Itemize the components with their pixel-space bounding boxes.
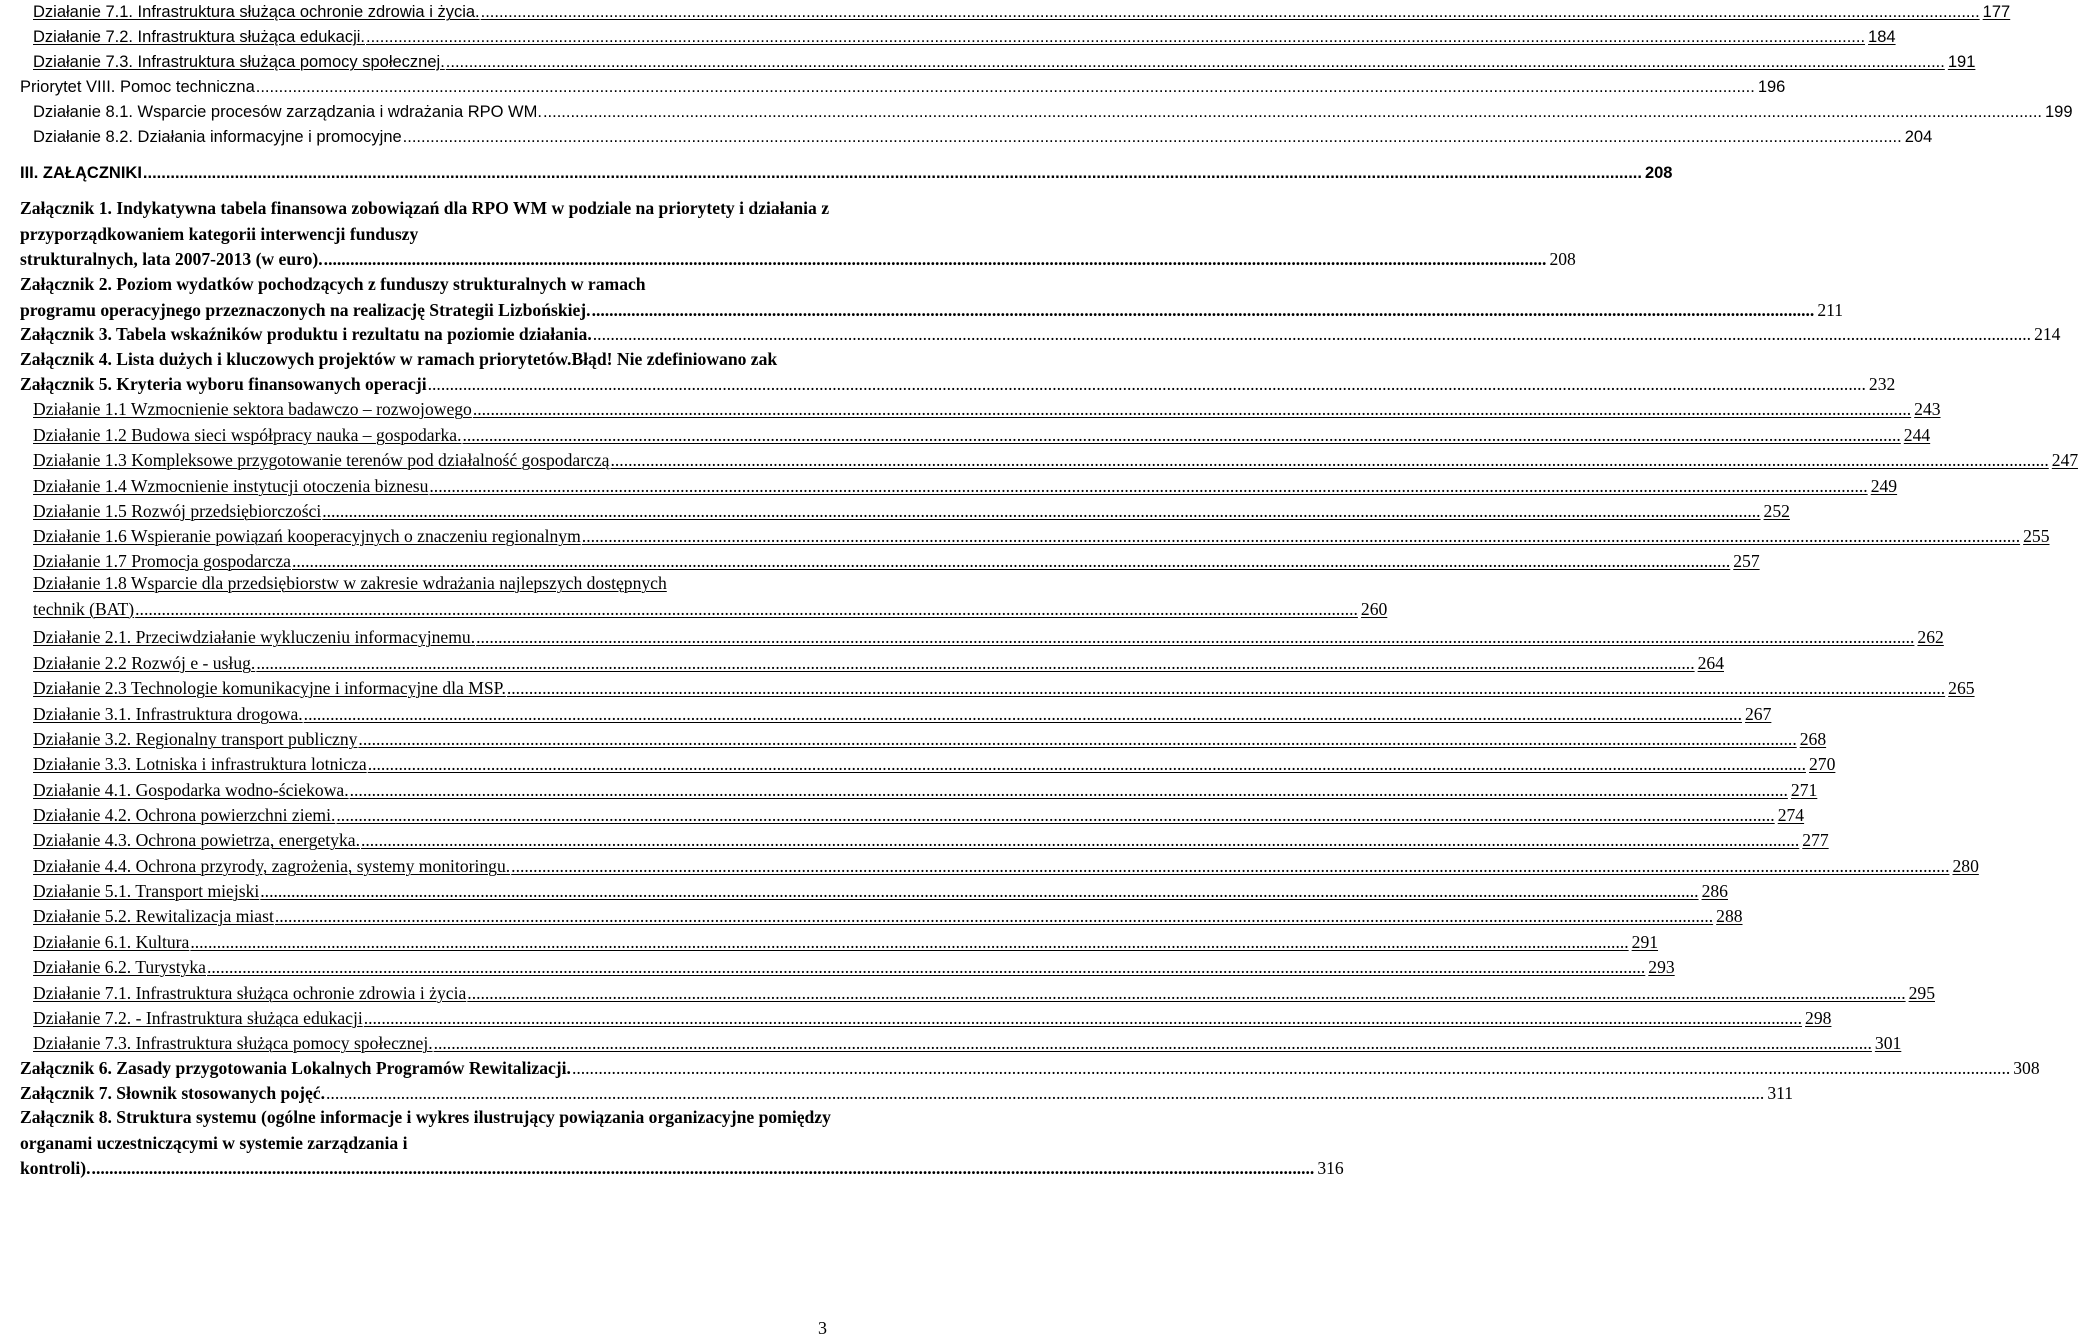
toc-entry-page: 274 <box>1777 805 1805 825</box>
toc-entry-page: 277 <box>1802 830 1829 850</box>
toc-entry[interactable] <box>33 653 1724 673</box>
toc-section-page: 208 <box>1644 164 1673 182</box>
toc-entry-title: Działanie 3.3. Lotniska i infrastruktura lotnicza <box>33 754 367 774</box>
toc-entry-title: Działanie 8.2. Działania informacyjne i promocyjne <box>33 128 402 146</box>
toc-entry-page: 295 <box>1908 983 1935 1003</box>
annex-text: Zasady przygotowania Lokalnych Programów Rewitalizacji. <box>116 1058 571 1078</box>
toc-annex-5[interactable] <box>20 374 1896 394</box>
toc-entry[interactable] <box>33 551 1760 571</box>
leader-dots <box>190 932 1628 952</box>
toc-entry[interactable] <box>20 77 1786 97</box>
leader-dots <box>446 52 1945 72</box>
toc-entry-title: Działanie 7.3. Infrastruktura służąca pomocy społecznej. <box>33 1033 433 1053</box>
leader-dots <box>364 1008 1802 1028</box>
toc-entry-title: Działanie 3.2. Regionalny transport publiczny <box>33 729 358 749</box>
toc-entry[interactable] <box>33 450 2078 470</box>
annex-label: Załącznik 1. <box>20 198 112 218</box>
toc-entry-page: 249 <box>1870 476 1898 496</box>
leader-dots <box>368 754 1806 774</box>
toc-annex-3[interactable] <box>20 324 2061 344</box>
toc-entry-title: Działanie 7.3. Infrastruktura służąca pomocy społecznej. <box>33 53 445 71</box>
leader-dots <box>582 526 2020 546</box>
toc-entry-page: 288 <box>1716 906 1743 926</box>
toc-annex-2[interactable] <box>20 272 1844 323</box>
toc-entry[interactable] <box>33 52 1976 72</box>
toc-entry[interactable] <box>33 102 2073 122</box>
leader-dots <box>593 324 2031 344</box>
toc-entry-page: 260 <box>1360 598 1388 619</box>
toc-entry-page: 247 <box>2051 450 2078 470</box>
toc-entry[interactable] <box>33 399 1941 419</box>
leader-dots <box>135 597 1358 623</box>
toc-entry-title: Działanie 4.2. Ochrona powierzchni ziemi. <box>33 805 336 825</box>
leader-dots <box>467 983 1905 1003</box>
toc-entry-page: 271 <box>1790 780 1818 800</box>
toc-entry[interactable] <box>33 830 1829 850</box>
leader-dots <box>429 476 1867 496</box>
toc-entry-title: Działanie 4.1. Gospodarka wodno-ściekowa. <box>33 780 349 800</box>
toc-entry-title: Działanie 7.2. Infrastruktura służąca edukacji. <box>33 28 365 46</box>
toc-entry-page: 199 <box>2045 103 2073 121</box>
leader-dots <box>260 881 1698 901</box>
leader-dots <box>256 653 1694 673</box>
toc-entry[interactable] <box>33 780 1818 800</box>
leader-dots <box>304 704 1742 724</box>
leader-dots <box>481 2 1980 22</box>
toc-entry-page: 298 <box>1805 1008 1832 1028</box>
toc-entry[interactable] <box>33 1033 1902 1053</box>
annex-page: 316 <box>1317 1158 1344 1178</box>
annex-text-tail: programu operacyjnego przeznaczonych na realizację Strategii Lizbońskiej. <box>20 299 591 320</box>
toc-entry-title: Działanie 1.2 Budowa sieci współpracy nauka – gospodarka. <box>33 425 462 445</box>
toc-annex-4[interactable] <box>20 349 960 369</box>
leader-dots <box>275 906 1713 926</box>
annex-label: Załącznik 3. <box>20 324 112 344</box>
page-number: 3 <box>818 1318 827 1338</box>
leader-dots <box>592 298 1815 324</box>
leader-dots <box>292 551 1730 571</box>
toc-entry-page: 264 <box>1697 653 1724 673</box>
toc-entry[interactable] <box>33 1008 1832 1028</box>
toc-entry-page: 255 <box>2023 526 2050 546</box>
toc-entry-page: 177 <box>1982 3 2011 21</box>
annex-text: Tabela wskaźników produktu i rezultatu na poziomie działania. <box>115 324 592 344</box>
toc-entry[interactable] <box>33 729 1827 749</box>
toc-entry[interactable] <box>33 425 1931 445</box>
toc-entry-title: Działanie 2.2 Rozwój e - usług. <box>33 653 256 673</box>
annex-label: Załącznik 5. <box>20 374 112 394</box>
toc-entry-1-8[interactable] <box>33 571 1388 622</box>
toc-entry-page: 257 <box>1733 551 1760 571</box>
annex-label: Załącznik 6. <box>20 1058 112 1078</box>
toc-entry-page: 301 <box>1874 1033 1902 1053</box>
annex-page: 208 <box>1549 249 1576 269</box>
leader-dots <box>92 1156 1315 1182</box>
toc-entry[interactable] <box>33 627 1944 647</box>
leader-dots <box>511 856 1949 876</box>
toc-entry-title: Działanie 5.1. Transport miejski <box>33 881 260 901</box>
toc-entry-title: Działanie 2.1. Przeciwdziałanie wykluczeniu informacyjnemu. <box>33 627 476 647</box>
annex-label: Załącznik 8. <box>20 1107 112 1127</box>
toc-section-heading[interactable] <box>20 163 1673 183</box>
toc-entry-title: Działanie 1.3 Kompleksowe przygotowanie terenów pod działalność gospodarczą <box>33 450 610 470</box>
toc-entry-title: Działanie 6.2. Turystyka <box>33 957 206 977</box>
annex-text: Struktura systemu (ogólne informacje i wykres ilustrujący powiązania organizacyjne pomiędzy organami uczestniczącymi w systemie zarządzania i <box>20 1107 831 1153</box>
toc-entry-page: 270 <box>1808 754 1836 774</box>
leader-dots <box>207 957 1645 977</box>
toc-entry-title: Działanie 1.4 Wzmocnienie instytucji otoczenia biznesu <box>33 476 429 496</box>
toc-entry-page: 265 <box>1948 678 1975 698</box>
annex-page: 214 <box>2034 324 2061 344</box>
leader-dots <box>543 102 2042 122</box>
toc-entry-title: Priorytet VIII. Pomoc techniczna <box>20 78 255 96</box>
toc-annex-7[interactable] <box>20 1083 1794 1103</box>
toc-entry[interactable] <box>33 932 1659 952</box>
toc-entry-page: 191 <box>1947 53 1976 71</box>
toc-entry-page: 291 <box>1631 932 1659 952</box>
toc-entry-title: Działanie 1.6 Wspieranie powiązań kooperacyjnych o znaczeniu regionalnym <box>33 526 581 546</box>
toc-annex-8[interactable] <box>20 1105 1344 1182</box>
toc-entry-page: 262 <box>1917 627 1944 647</box>
toc-entry-title: Działanie 1.1 Wzmocnienie sektora badawczo – rozwojowego <box>33 399 472 419</box>
annex-text: Kryteria wyboru finansowanych operacji <box>116 374 427 394</box>
toc-annex-6[interactable] <box>20 1058 2040 1078</box>
toc-entry-title: Działanie 4.3. Ochrona powietrza, energetyka. <box>33 830 360 850</box>
annex-error: Błąd! Nie zdefiniowano zak <box>571 349 778 369</box>
annex-text: Poziom wydatków pochodzących z funduszy strukturalnych w ramach <box>116 274 646 294</box>
toc-entry-title: Działanie 1.7 Promocja gospodarcza <box>33 551 291 571</box>
leader-dots <box>326 1083 1764 1103</box>
toc-entry[interactable] <box>33 754 1836 774</box>
toc-entry[interactable] <box>33 805 1805 825</box>
toc-entry[interactable] <box>33 704 1772 724</box>
annex-text-tail: strukturalnych, lata 2007-2013 (w euro). <box>20 249 323 269</box>
toc-entry[interactable] <box>33 27 1896 47</box>
toc-section-title: III. ZAŁĄCZNIKI <box>20 164 142 182</box>
leader-dots <box>507 678 1945 698</box>
toc-entry[interactable] <box>33 957 1675 977</box>
toc-entry-page: 184 <box>1868 28 1896 46</box>
toc-entry[interactable] <box>33 501 1790 521</box>
leader-dots <box>462 425 1900 445</box>
leader-dots <box>358 729 1796 749</box>
annex-text: Indykatywna tabela finansowa zobowiązań dla RPO WM w podziale na priorytety i działania z przyporządkowaniem kategorii interwencji funduszy <box>20 198 830 244</box>
toc-entry-page: 244 <box>1903 425 1931 445</box>
leader-dots <box>366 27 1865 47</box>
annex-label: Załącznik 4. <box>20 349 112 369</box>
toc-entry[interactable] <box>33 476 1898 496</box>
toc-entry-title: Działanie 7.2. - Infrastruktura służąca edukacji <box>33 1008 363 1028</box>
leader-dots <box>324 247 1547 273</box>
leader-dots <box>143 163 1642 183</box>
toc-entry-page: 268 <box>1799 729 1827 749</box>
leader-dots <box>434 1033 1872 1053</box>
leader-dots <box>256 77 1755 97</box>
leader-dots <box>476 627 1914 647</box>
annex-label: Załącznik 2. <box>20 274 112 294</box>
leader-dots <box>473 399 1911 419</box>
annex-page: 232 <box>1868 374 1896 394</box>
toc-entry-title: Działanie 5.2. Rewitalizacja miast <box>33 906 274 926</box>
toc-entry-page: 243 <box>1914 399 1941 419</box>
leader-dots <box>403 127 1902 147</box>
leader-dots <box>361 830 1799 850</box>
toc-annex-1[interactable] <box>20 196 1576 273</box>
annex-text: Słownik stosowanych pojęć. <box>116 1083 326 1103</box>
leader-dots <box>322 501 1760 521</box>
toc-entry-title: Działanie 7.1. Infrastruktura służąca ochronie zdrowia i życia <box>33 983 467 1003</box>
leader-dots <box>428 374 1866 394</box>
leader-dots <box>572 1058 2010 1078</box>
toc-entry-page: 267 <box>1744 704 1772 724</box>
toc-entry-page: 204 <box>1904 128 1933 146</box>
toc-entry[interactable] <box>33 526 2050 546</box>
annex-page: 311 <box>1767 1083 1794 1103</box>
toc-entry-title: Działanie 1.5 Rozwój przedsiębiorczości <box>33 501 322 521</box>
toc-entry-page: 252 <box>1763 501 1790 521</box>
annex-text: Lista dużych i kluczowych projektów w ramach priorytetów. <box>116 349 572 369</box>
toc-entry-title: Działanie 8.1. Wsparcie procesów zarządzania i wdrażania RPO WM. <box>33 103 542 121</box>
annex-page: 308 <box>2013 1058 2040 1078</box>
toc-entry-title: Działanie 7.1. Infrastruktura służąca ochronie zdrowia i życia. <box>33 3 480 21</box>
toc-entry[interactable] <box>33 856 1979 876</box>
leader-dots <box>611 450 2049 470</box>
toc-entry[interactable] <box>33 127 1933 147</box>
annex-text-tail: kontroli). <box>20 1158 91 1178</box>
toc-entry-page: 286 <box>1701 881 1728 901</box>
toc-entry-title: Działanie 4.4. Ochrona przyrody, zagrożenia, systemy monitoringu. <box>33 856 511 876</box>
toc-entry[interactable] <box>33 678 1975 698</box>
toc-entry[interactable] <box>33 983 1935 1003</box>
toc-entry[interactable] <box>33 881 1728 901</box>
toc-entry-page: 280 <box>1952 856 1979 876</box>
toc-entry-title-tail: technik (BAT) <box>33 598 135 619</box>
toc-entry-page: 196 <box>1757 78 1786 96</box>
leader-dots <box>336 805 1774 825</box>
annex-page: 211 <box>1817 299 1844 320</box>
toc-entry-page: 293 <box>1648 957 1675 977</box>
toc-entry-title: Działanie 1.8 Wsparcie dla przedsiębiorstw w zakresie wdrażania najlepszych dostępnych <box>33 573 667 593</box>
toc-entry-title: Działanie 6.1. Kultura <box>33 932 190 952</box>
toc-entry[interactable] <box>33 2 2011 22</box>
annex-label: Załącznik 7. <box>20 1083 112 1103</box>
toc-entry-title: Działanie 3.1. Infrastruktura drogowa. <box>33 704 303 724</box>
leader-dots <box>350 780 1788 800</box>
toc-entry-title: Działanie 2.3 Technologie komunikacyjne i informacyjne dla MSP. <box>33 678 506 698</box>
toc-entry[interactable] <box>33 906 1743 926</box>
